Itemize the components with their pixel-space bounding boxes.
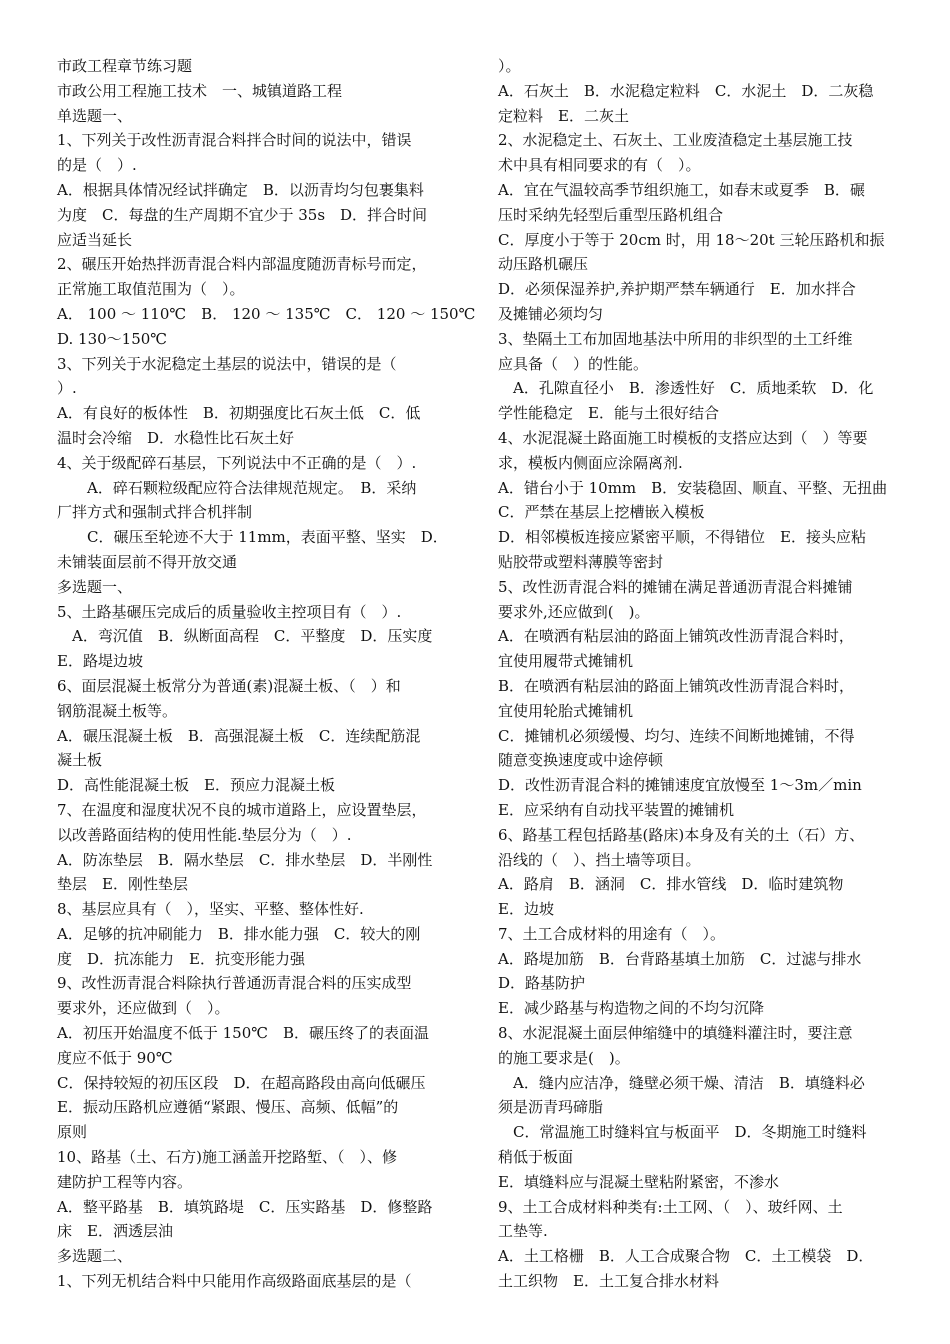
text-line: A．弯沉值 B．纵断面高程 C．平整度 D．压实度 — [57, 627, 433, 646]
text-line: 应具备（ ）的性能。 — [498, 354, 649, 373]
text-line: 稍低于板面 — [498, 1148, 574, 1167]
text-line: 2、碾压开始热拌沥青混合料内部温度随沥青标号而定， — [57, 255, 427, 274]
text-line: 8、基层应具有（ ），坚实、平整、整体性好. — [57, 900, 364, 919]
text-line: 正常施工取值范围为（ ）。 — [57, 280, 245, 299]
text-line: E．路堤边坡 — [57, 652, 143, 671]
text-line: 市政工程章节练习题 — [57, 57, 193, 75]
text-line: 的是（ ）. — [57, 156, 137, 175]
text-line: 的施工要求是( )。 — [498, 1048, 630, 1067]
right-column — [498, 54, 918, 1294]
text-line: A．整平路基 B．填筑路堤 C．压实路基 D．修整路 — [57, 1197, 433, 1216]
text-line: A．在喷洒有粘层油的路面上铺筑改性沥青混合料时， — [498, 627, 854, 646]
text-line: 床 E．洒透层油 — [57, 1222, 173, 1241]
text-line: 以改善路面结构的使用性能.垫层分为（ ）. — [57, 825, 352, 844]
text-line: 温时会冷缩 D．水稳性比石灰土好 — [57, 428, 295, 447]
text-line: 5、改性沥青混合料的摊铺在满足普通沥青混合料摊铺 — [498, 577, 853, 596]
text-line: A．路肩 B．涵洞 C．排水管线 D．临时建筑物 — [498, 875, 844, 894]
text-line: 建防护工程等内容。 — [57, 1172, 193, 1191]
text-line: 应适当延长 — [57, 230, 133, 249]
text-line: 垫层 E．刚性垫层 — [57, 875, 188, 894]
text-line: 8、水泥混凝土面层伸缩缝中的填缝料灌注时，要注意 — [498, 1024, 853, 1043]
text-line: 钢筋混凝土板等。 — [57, 701, 178, 720]
text-line: 市政公用工程施工技术 一、城镇道路工程 — [57, 81, 343, 100]
text-line: 多选题一、 — [57, 577, 133, 596]
text-line: A．土工格栅 B．人工合成聚合物 C．土工模袋 D． — [498, 1247, 874, 1266]
text-line: C．碾压至轮迹不大于 11mm，表面平整、坚实 D． — [57, 528, 448, 547]
text-line: 定粒料 E．二灰土 — [498, 106, 629, 125]
text-line: 1、下列无机结合料中只能用作高级路面底基层的是（ — [57, 1272, 412, 1291]
text-line: A．防冻垫层 B．隔水垫层 C．排水垫层 D．半刚性 — [57, 850, 433, 869]
text-line: E．应采纳有自动找平装置的摊铺机 — [498, 800, 734, 819]
text-line: A．初压开始温度不低于 150℃ B．碾压终了的表面温 — [57, 1024, 430, 1043]
text-line: 术中具有相同要求的有（ ）。 — [498, 156, 701, 175]
text-line: C．严禁在基层上挖槽嵌入模板 — [498, 503, 705, 522]
text-line: 3、下列关于水泥稳定土基层的说法中，错误的是（ — [57, 354, 397, 373]
left-column — [57, 54, 477, 1294]
text-line: 9、改性沥青混合料除执行普通沥青混合料的压实成型 — [57, 974, 412, 993]
text-line: E．填缝料应与混凝土壁粘附紧密，不渗水 — [498, 1172, 779, 1191]
text-line: A．石灰土 B．水泥稳定粒料 C．水泥土 D．二灰稳 — [498, 81, 874, 100]
text-line: D. 130～150℃ — [57, 329, 168, 348]
text-line: D．高性能混凝土板 E．预应力混凝土板 — [57, 776, 335, 795]
text-line: 土工织物 E．土工复合排水材料 — [498, 1272, 719, 1291]
text-line: E．减少路基与构造物之间的不均匀沉降 — [498, 999, 764, 1018]
text-line: 5、土路基碾压完成后的质量验收主控项目有（ ）. — [57, 602, 402, 621]
text-line: 为度 C．每盘的生产周期不宜少于 35s D．拌合时间 — [57, 205, 428, 224]
text-line: 7、土工合成材料的用途有（ ）。 — [498, 924, 726, 943]
text-line: 及摊铺必须均匀 — [498, 304, 604, 323]
text-line: D．相邻模板连接应紧密平顺，不得错位 E．接头应粘 — [498, 528, 866, 547]
text-line: 1、下列关于改性沥青混合料拌合时间的说法中，错误 — [57, 131, 412, 150]
text-line: A．有良好的板体性 B．初期强度比石灰土低 C．低 — [57, 404, 421, 423]
text-line: C．常温施工时缝料宜与板面平 D．冬期施工时缝料 — [498, 1123, 867, 1142]
text-line: D．路基防护 — [498, 974, 586, 993]
text-line: 9、土工合成材料种类有:土工网、（ ）、玻纤网、土 — [498, 1197, 843, 1216]
text-line: ）。 — [498, 57, 521, 75]
text-line: A．足够的抗冲刷能力 B．排水能力强 C．较大的刚 — [57, 924, 421, 943]
text-line: 要求外，还应做到（ ）。 — [57, 999, 230, 1018]
text-line: D．改性沥青混合料的摊铺速度宜放慢至 1～3m／min — [498, 776, 862, 795]
text-line: A．错台小于 10mm B．安装稳固、顺直、平整、无扭曲 — [498, 478, 888, 497]
text-line: 凝土板 — [57, 751, 103, 770]
text-line: 随意变换速度或中途停顿 — [498, 751, 664, 770]
text-line: C．摊铺机必须缓慢、均匀、连续不间断地摊铺，不得 — [498, 726, 855, 745]
text-line: A．宜在气温较高季节组织施工，如春末或夏季 B．碾 — [498, 180, 865, 199]
text-line: A．根据具体情况经试拌确定 B．以沥青均匀包裹集料 — [57, 180, 424, 199]
text-line: 6、路基工程包括路基(路床)本身及有关的土（石）方、 — [498, 825, 865, 844]
text-line: A．路堤加筋 B．台背路基填土加筋 C．过滤与排水 — [498, 949, 862, 968]
text-line: 求，模板内侧面应涂隔离剂. — [498, 453, 683, 472]
text-line: ）. — [57, 379, 77, 398]
text-line: E．边坡 — [498, 900, 554, 919]
text-line: 要求外,还应做到( )。 — [498, 602, 650, 621]
text-line: 工垫等. — [498, 1222, 548, 1241]
text-line: C．保持较短的初压区段 D．在超高路段由高向低碾压 — [57, 1073, 426, 1092]
text-line: A．缝内应洁净，缝壁必须干燥、清洁 B．填缝料必 — [498, 1073, 865, 1092]
text-line: 原则 — [57, 1123, 88, 1142]
text-line: 压时采纳先轻型后重型压路机组合 — [498, 205, 724, 224]
text-line: 贴胶带或塑料薄膜等密封 — [498, 552, 664, 571]
text-line: 沿线的（ ）、挡土墙等项目。 — [498, 850, 701, 869]
text-line: 学性能稳定 E．能与土很好结合 — [498, 404, 719, 423]
text-line: 2、水泥稳定土、石灰土、工业废渣稳定土基层施工技 — [498, 131, 853, 150]
text-line: A．碎石颗粒级配应符合法律规范规定。 B．采纳 — [57, 478, 417, 497]
text-line: D．必须保湿养护,养护期严禁车辆通行 E．加水拌合 — [498, 280, 856, 299]
text-line: 未铺装面层前不得开放交通 — [57, 552, 238, 571]
text-line: 4、关于级配碎石基层，下列说法中不正确的是（ ）. — [57, 453, 417, 472]
text-line: A． 100 ～ 110℃ B． 120 ～ 135℃ C． 120 ～ 150℃ — [57, 304, 476, 323]
text-line: A．孔隙直径小 B．渗透性好 C．质地柔软 D．化 — [498, 379, 874, 398]
text-line: 3、垫隔土工布加固地基法中所用的非织型的土工纤维 — [498, 329, 853, 348]
text-line: 10、路基（土、石方)施工涵盖开挖路堑、（ ）、修 — [57, 1148, 397, 1167]
text-line: 宜使用履带式摊铺机 — [498, 652, 634, 671]
text-line: B．在喷洒有粘层油的路面上铺筑改性沥青混合料时， — [498, 676, 855, 695]
text-line: 须是沥青玛碲脂 — [498, 1098, 604, 1117]
text-line: A．碾压混凝土板 B．高强混凝土板 C．连续配筋混 — [57, 726, 421, 745]
text-line: 7、在温度和湿度状况不良的城市道路上，应设置垫层， — [57, 800, 427, 819]
text-line: 4、水泥混凝土路面施工时模板的支搭应达到（ ）等要 — [498, 428, 868, 447]
text-line: 动压路机碾压 — [498, 255, 589, 274]
text-line: 多选题二、 — [57, 1247, 133, 1266]
text-line: 度应不低于 90℃ — [57, 1048, 173, 1067]
text-line: 单选题一、 — [57, 106, 133, 125]
text-line: C．厚度小于等于 20cm 时，用 18～20t 三轮压路机和振 — [498, 230, 885, 249]
text-line: 厂拌方式和强制式拌合机拌制 — [57, 503, 253, 522]
text-line: 度 D．抗冻能力 E．抗变形能力强 — [57, 949, 305, 968]
text-line: E．振动压路机应遵循“紧跟、慢压、高频、低幅”的 — [57, 1098, 399, 1117]
text-line: 6、面层混凝土板常分为普通(素)混凝土板、（ ）和 — [57, 676, 401, 695]
text-line: 宜使用轮胎式摊铺机 — [498, 701, 634, 720]
